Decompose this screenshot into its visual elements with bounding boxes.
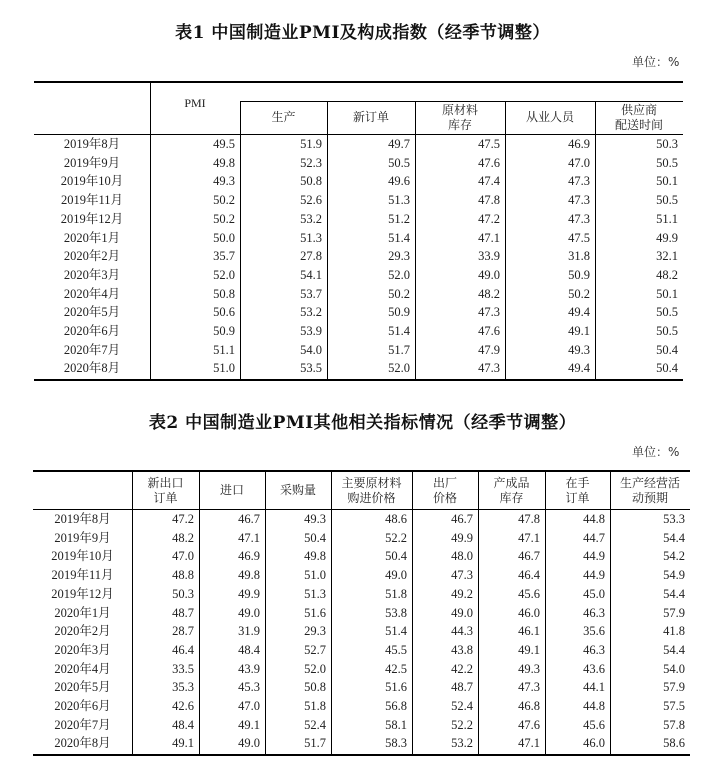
table1-header-0 — [150, 93, 240, 113]
table1-cell: 53.9 — [300, 324, 322, 338]
table2-cell: 49.3 — [518, 661, 540, 676]
table2-cell: 53.2 — [451, 736, 473, 751]
table2-cell: 49.3 — [304, 512, 326, 526]
table2-header-7 — [610, 472, 690, 509]
table2-cell: 57.9 — [663, 605, 685, 620]
table1-row-label: 2020年1月 — [63, 230, 121, 245]
table2-cell: 46.7 — [451, 512, 473, 526]
table2-cell: 28.7 — [172, 624, 194, 639]
table1-cell: 47.3 — [478, 361, 500, 376]
table1-cell: 54.1 — [300, 267, 322, 282]
table1-cell: 47.4 — [478, 174, 500, 189]
table1-cell: 32.1 — [656, 249, 678, 264]
table1-cell: 53.2 — [300, 211, 322, 226]
table2-header-line: 生产经营活 — [619, 475, 680, 490]
table1-cell: 50.4 — [656, 342, 678, 357]
table1-cell: 47.1 — [478, 230, 500, 245]
table1-cell: 50.5 — [656, 155, 678, 170]
table2-cell: 50.4 — [304, 530, 326, 545]
table2-row-label: 2020年1月 — [54, 605, 111, 620]
table1-cell: 29.3 — [388, 249, 410, 264]
table1-cell: 50.2 — [388, 286, 410, 301]
table1-cell: 50.4 — [656, 361, 678, 376]
table2-row-label: 2019年12月 — [51, 586, 114, 601]
table1-cell: 48.2 — [656, 267, 678, 282]
table1-row-label: 2020年3月 — [63, 267, 121, 282]
table2-cell: 33.5 — [172, 661, 194, 676]
table2-cell: 49.1 — [238, 717, 260, 732]
table1-header-4 — [505, 101, 595, 134]
table2-row-label: 2019年8月 — [54, 512, 111, 526]
table1-header-line: 原材料 — [441, 102, 478, 117]
table2-title: 表2 中国制造业PMI其他相关指标情况（经季节调整） — [148, 413, 577, 433]
table2-header-line: 出厂 — [432, 475, 457, 490]
table2-cell: 48.6 — [385, 512, 407, 526]
table1-header-2 — [327, 101, 415, 134]
table2-cell: 47.1 — [518, 530, 540, 545]
table2-cell: 43.6 — [583, 661, 605, 676]
table1-cell: 49.5 — [213, 137, 235, 151]
table2-cell: 45.6 — [518, 586, 540, 601]
table1-cell: 50.9 — [388, 305, 410, 320]
table2-header-line: 库存 — [499, 490, 524, 505]
table1-cell: 50.1 — [656, 174, 678, 189]
table2-cell: 47.0 — [238, 699, 260, 713]
table2-header-line: 进口 — [219, 483, 244, 497]
table1-header-line: 从业人员 — [525, 110, 574, 124]
table2-cell: 52.0 — [304, 661, 326, 676]
table1-top-rule — [34, 81, 683, 83]
table1-cell: 50.5 — [656, 324, 678, 338]
table1-row-label: 2019年10月 — [60, 174, 124, 189]
table2-cell: 48.4 — [172, 717, 194, 732]
table1-cell: 49.4 — [568, 361, 590, 376]
table1-cell: 47.9 — [478, 342, 500, 357]
table1-cell: 47.8 — [478, 193, 500, 208]
table1-cell: 49.4 — [568, 305, 590, 320]
table1-row-label: 2020年4月 — [63, 286, 121, 301]
table1-cell: 51.1 — [656, 211, 678, 226]
table2-cell: 48.4 — [238, 642, 260, 657]
table2-cell: 51.4 — [385, 624, 407, 639]
table2-cell: 52.4 — [451, 699, 473, 713]
table2-header-3 — [331, 472, 412, 509]
table1-cell: 49.1 — [568, 324, 590, 338]
table2-cell: 49.0 — [238, 736, 260, 751]
table2-cell: 47.1 — [238, 530, 260, 545]
table1-cell: 47.3 — [568, 193, 590, 208]
table1-cell: 47.0 — [568, 155, 590, 170]
table2-cell: 48.2 — [172, 530, 194, 545]
table2-row-label: 2020年4月 — [54, 661, 111, 676]
table2-cell: 35.6 — [583, 624, 605, 639]
table2-cell: 49.0 — [238, 605, 260, 620]
table2-cell: 44.8 — [583, 699, 605, 713]
table2-cell: 46.4 — [518, 568, 540, 583]
table2-header-line: 订单 — [565, 490, 590, 505]
table1-cell: 49.7 — [388, 137, 410, 151]
table1-cell: 51.0 — [213, 361, 235, 376]
table1-title: 表1 中国制造业PMI及构成指数（经季节调整） — [175, 23, 550, 43]
table1-cell: 51.3 — [300, 230, 322, 245]
table2-cell: 57.9 — [663, 680, 685, 695]
table2-cell: 45.3 — [238, 680, 260, 695]
table1-cell: 53.2 — [300, 305, 322, 320]
table1-row-label: 2019年11月 — [60, 193, 124, 208]
table2-row-label: 2019年10月 — [51, 549, 114, 564]
table2-cell: 52.7 — [304, 642, 326, 657]
table2-cell: 52.2 — [451, 717, 473, 732]
table1-cell: 33.9 — [478, 249, 500, 264]
table2-cell: 54.9 — [663, 568, 685, 583]
table1-cell: 51.2 — [388, 211, 410, 226]
table1-cell: 50.0 — [213, 230, 235, 245]
table2-cell: 49.0 — [385, 568, 407, 583]
table2-cell: 58.1 — [385, 717, 407, 732]
table2-cell: 53.3 — [663, 512, 685, 526]
table1-cell: 50.3 — [656, 137, 678, 151]
table1-cell: 51.3 — [388, 193, 410, 208]
table1-cell: 54.0 — [300, 342, 322, 357]
table1-cell: 50.2 — [213, 193, 235, 208]
table2-cell: 42.2 — [451, 661, 473, 676]
table1-header-line: 配送时间 — [614, 117, 663, 132]
table2-cell: 50.3 — [172, 586, 194, 601]
table1-cell: 27.8 — [300, 249, 322, 264]
table1-cell: 31.8 — [568, 249, 590, 264]
table1-cell: 49.3 — [568, 342, 590, 357]
table1-cell: 51.4 — [388, 324, 410, 338]
table1-cell: 47.5 — [478, 137, 500, 151]
table1-cell: 50.5 — [388, 155, 410, 170]
table1-cell: 53.5 — [300, 361, 322, 376]
table2-cell: 43.9 — [238, 661, 260, 676]
table2-cell: 51.3 — [304, 586, 326, 601]
table1-header-line: 库存 — [447, 117, 472, 132]
table2-cell: 44.9 — [583, 568, 605, 583]
table2-header-2 — [265, 472, 331, 509]
table1-cell: 52.0 — [213, 267, 235, 282]
table2-header-line: 新出口 — [147, 475, 184, 490]
table2-cell: 44.7 — [583, 530, 605, 545]
table2-row-label: 2020年6月 — [54, 699, 111, 713]
table2-cell: 57.5 — [663, 699, 685, 713]
table1-cell: 51.1 — [213, 342, 235, 357]
table2-cell: 56.8 — [385, 699, 407, 713]
table2-cell: 58.3 — [385, 736, 407, 751]
table1-row-label: 2019年9月 — [63, 155, 121, 170]
table1-cell: 50.2 — [213, 211, 235, 226]
table1-row-label: 2020年6月 — [63, 324, 121, 338]
table2-cell: 51.8 — [385, 586, 407, 601]
table2-cell: 42.6 — [172, 699, 194, 713]
table2-cell: 42.5 — [385, 661, 407, 676]
table1-cell: 50.5 — [656, 305, 678, 320]
table2-cell: 47.3 — [518, 680, 540, 695]
table1-row-label: 2019年12月 — [60, 211, 124, 226]
table1-cell: 51.4 — [388, 230, 410, 245]
table1-row-label: 2020年7月 — [63, 342, 121, 357]
table2-header-line: 购进价格 — [347, 490, 396, 505]
table2-header-5 — [478, 472, 545, 509]
table2-cell: 47.1 — [518, 736, 540, 751]
table2-header-line: 采购量 — [279, 483, 316, 497]
table2-cell: 58.6 — [663, 736, 685, 751]
table2-cell: 48.8 — [172, 568, 194, 583]
table2-cell: 47.2 — [172, 512, 194, 526]
table1-cell: 47.3 — [478, 305, 500, 320]
table1-unit: 单位：% — [632, 55, 680, 69]
table2-cell: 49.1 — [172, 736, 194, 751]
table1-cell: 47.2 — [478, 211, 500, 226]
table2-cell: 46.8 — [518, 699, 540, 713]
table2-cell: 35.3 — [172, 680, 194, 695]
table1-cell: 50.9 — [568, 267, 590, 282]
table2-cell: 31.9 — [238, 624, 260, 639]
table2-cell: 45.5 — [385, 642, 407, 657]
table2-cell: 46.1 — [518, 624, 540, 639]
table2-cell: 50.4 — [385, 549, 407, 564]
table1-cell: 52.0 — [388, 361, 410, 376]
table1-header-3 — [415, 101, 505, 134]
table1-cell: 52.6 — [300, 193, 322, 208]
table2-row-label: 2019年9月 — [54, 530, 111, 545]
table2-header-0 — [132, 472, 199, 509]
table1-header-line: 供应商 — [620, 102, 657, 117]
table2-cell: 48.0 — [451, 549, 473, 564]
table2-cell: 49.2 — [451, 586, 473, 601]
table1-bottom-rule — [34, 379, 683, 381]
table2-cell: 57.8 — [663, 717, 685, 732]
table2-cell: 54.4 — [663, 642, 685, 657]
table1-cell: 51.7 — [388, 342, 410, 357]
table2-cell: 51.7 — [304, 736, 326, 751]
table2-cell: 46.3 — [583, 605, 605, 620]
table2-header-6 — [545, 472, 610, 509]
table2-cell: 47.6 — [518, 717, 540, 732]
table2-cell: 46.7 — [238, 512, 260, 526]
table2-header-line: 价格 — [432, 490, 457, 505]
table2-cell: 44.3 — [451, 624, 473, 639]
table2-cell: 54.4 — [663, 586, 685, 601]
table1-cell: 49.6 — [388, 174, 410, 189]
table2-cell: 46.3 — [583, 642, 605, 657]
table2-row-label: 2020年5月 — [54, 680, 111, 695]
table1-cell: 50.8 — [213, 286, 235, 301]
table2-row-label: 2020年2月 — [54, 624, 111, 639]
table1-cell: 52.0 — [388, 267, 410, 282]
table2-header-line: 订单 — [153, 490, 178, 505]
table1-cell: 49.3 — [213, 174, 235, 189]
table1-row-label: 2020年5月 — [63, 305, 121, 320]
table1-cell: 52.3 — [300, 155, 322, 170]
table2-cell: 51.6 — [304, 605, 326, 620]
table2-cell: 49.8 — [304, 549, 326, 564]
table1-cell: 50.6 — [213, 305, 235, 320]
table2-cell: 41.8 — [663, 624, 685, 639]
table2-row-label: 2020年3月 — [54, 642, 111, 657]
table2-cell: 43.8 — [451, 642, 473, 657]
table1-cell: 47.5 — [568, 230, 590, 245]
table1-cell: 50.9 — [213, 324, 235, 338]
table2-cell: 52.4 — [304, 717, 326, 732]
table2-bottom-rule — [33, 754, 690, 756]
table1-cell: 53.7 — [300, 286, 322, 301]
table1-cell: 50.5 — [656, 193, 678, 208]
table2-cell: 54.2 — [663, 549, 685, 564]
table2-cell: 51.0 — [304, 568, 326, 583]
table2-cell: 44.1 — [583, 680, 605, 695]
table2-cell: 46.7 — [518, 549, 540, 564]
table2-cell: 29.3 — [304, 624, 326, 639]
table2-cell: 54.4 — [663, 530, 685, 545]
table2-cell: 44.8 — [583, 512, 605, 526]
table1-cell: 49.0 — [478, 267, 500, 282]
table2-header-4 — [412, 472, 478, 509]
table1-header-line: 新订单 — [352, 110, 389, 124]
table2-cell: 46.0 — [583, 736, 605, 751]
table2-cell: 47.3 — [451, 568, 473, 583]
table1-cell: 47.6 — [478, 324, 500, 338]
table2-cell: 47.0 — [172, 549, 194, 564]
table1-cell: 50.8 — [300, 174, 322, 189]
table1-header-1 — [240, 101, 327, 134]
table2-cell: 52.2 — [385, 530, 407, 545]
table2-cell: 44.9 — [583, 549, 605, 564]
table2-cell: 48.7 — [172, 605, 194, 620]
table1-header-5 — [595, 101, 683, 134]
table1-row-label: 2019年8月 — [63, 137, 121, 151]
table2-cell: 46.4 — [172, 642, 194, 657]
table2-cell: 49.8 — [238, 568, 260, 583]
table2-cell: 54.0 — [663, 661, 685, 676]
table1-header-line: 生产 — [271, 110, 296, 124]
table2-cell: 49.9 — [238, 586, 260, 601]
table2-header-line: 产成品 — [493, 475, 530, 490]
table2-header-line: 在手 — [565, 475, 590, 490]
table1-cell: 49.8 — [213, 155, 235, 170]
table1-cell: 47.3 — [568, 174, 590, 189]
table2-cell: 51.8 — [304, 699, 326, 713]
table1-cell: 47.3 — [568, 211, 590, 226]
table1-cell: 48.2 — [478, 286, 500, 301]
table2-cell: 45.6 — [583, 717, 605, 732]
table2-unit: 单位：% — [632, 445, 680, 459]
table2-cell: 50.8 — [304, 680, 326, 695]
table1-row-label: 2020年2月 — [63, 249, 121, 264]
table2-cell: 46.9 — [238, 549, 260, 564]
table1-cell: 50.2 — [568, 286, 590, 301]
table2-cell: 48.7 — [451, 680, 473, 695]
table2-row-label: 2020年8月 — [54, 736, 111, 751]
table1-cell: 35.7 — [213, 249, 235, 264]
table1-cell: 46.9 — [568, 137, 590, 151]
table2-cell: 51.6 — [385, 680, 407, 695]
table1-cell: 47.6 — [478, 155, 500, 170]
table2-cell: 45.0 — [583, 586, 605, 601]
table2-header-line: 主要原材料 — [341, 475, 402, 490]
table2-cell: 53.8 — [385, 605, 407, 620]
table2-cell: 49.0 — [451, 605, 473, 620]
table2-header-1 — [199, 472, 265, 509]
table2-header-line: 动预期 — [631, 490, 668, 505]
table2-cell: 46.0 — [518, 605, 540, 620]
table1-cell: 49.9 — [656, 230, 678, 245]
table2-row-label: 2020年7月 — [54, 717, 111, 732]
table1-row-label: 2020年8月 — [63, 361, 121, 376]
table1-cell: 50.1 — [656, 286, 678, 301]
table2-cell: 49.1 — [518, 642, 540, 657]
table2-row-label: 2019年11月 — [51, 568, 114, 583]
table1-header-line: PMI — [184, 95, 206, 110]
table1-cell: 51.9 — [300, 137, 322, 151]
table2-cell: 49.9 — [451, 530, 473, 545]
table2-cell: 47.8 — [518, 512, 540, 526]
